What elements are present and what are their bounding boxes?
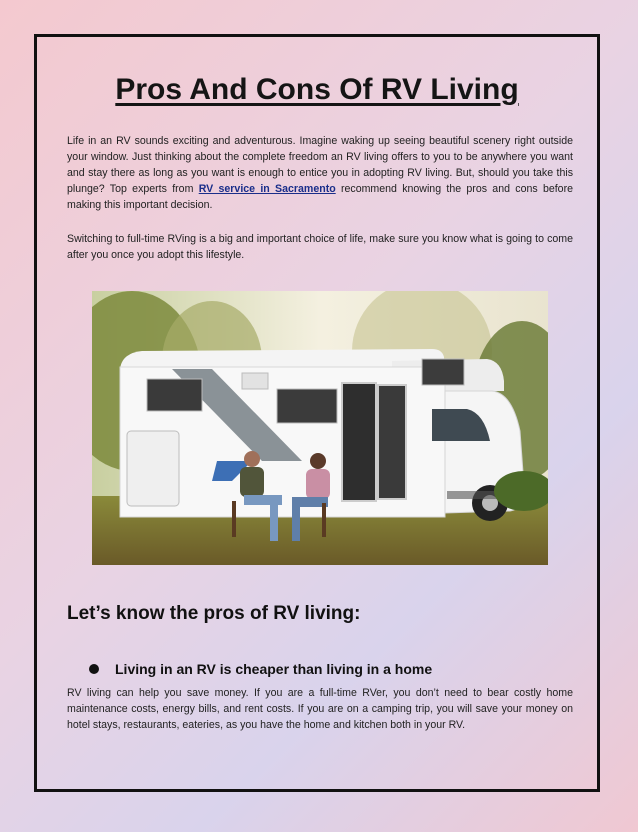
intro-text-end: recommend knowing the pros and cons before making this important decision. xyxy=(67,183,573,211)
intro-paragraph xyxy=(67,133,573,213)
pro-item-body: RV living can help you save money. If you are a full-time RVer, you don’t need to bear costly home maintenance costs, energy bills, and rent costs. If you are on a camping trip, you will save your money on hotel stays, restaurants, eateries, as you have the home and kitchen both in your RV. xyxy=(67,687,573,731)
rv-photo xyxy=(92,291,548,565)
page-frame xyxy=(34,34,600,792)
rv-camping-illustration xyxy=(92,291,548,565)
bullet-icon xyxy=(89,664,99,674)
pros-section-heading: Let’s know the pros of RV living: xyxy=(67,603,361,624)
second-paragraph: Switching to full-time RVing is a big and important choice of life, make sure you know what is going to come after you once you adopt this lifestyle. xyxy=(67,233,573,261)
pro-item-heading: Living in an RV is cheaper than living in a home xyxy=(115,661,433,677)
rv-service-link[interactable]: RV service in Sacramento xyxy=(198,183,336,195)
page-title: Pros And Cons Of RV Living xyxy=(115,73,519,106)
intro-text-start: Life in an RV sounds exciting and adventurous. Imagine waking up seeing beautiful scenery right outside your window. Just thinking about the complete freedom an RV living offers to you to be anywhere you want and stay there as long as you want is enough to entice you in adopting RV living. But, should you take this plunge? Top experts from xyxy=(67,135,573,195)
pro-item-heading-row xyxy=(89,661,432,677)
